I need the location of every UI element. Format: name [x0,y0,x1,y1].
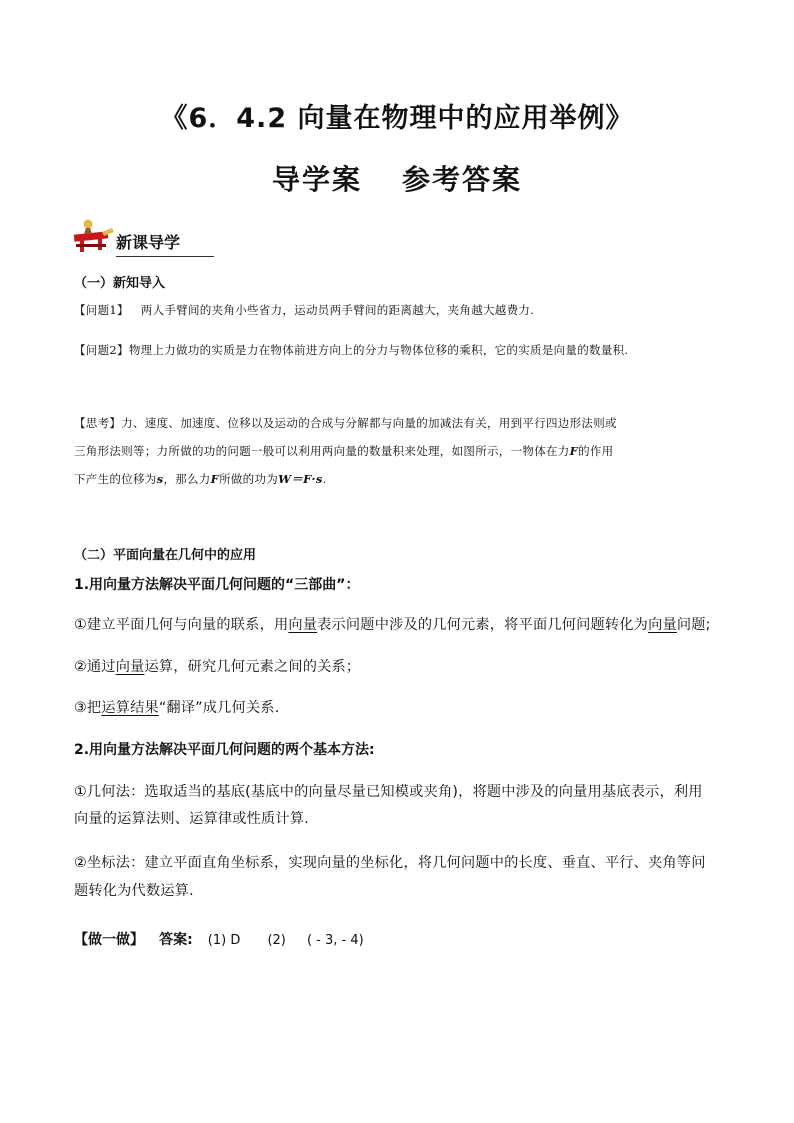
classroom-logo-icon [72,216,120,254]
item2-title: 2.用向量方法解决平面几何问题的两个基本方法: [74,742,375,758]
step1 [74,614,711,634]
displacement-symbol: s [156,472,164,486]
page-title: 《6．4.2 向量在物理中的应用举例》 [160,103,634,134]
part1-heading: （一）新知导入 [74,276,166,291]
step2-text-b: 运算，研究几何元素之间的关系； [144,659,361,675]
step2-underline: 向量 [115,659,145,675]
think-end: . [322,472,327,486]
step3-underline: 运算结果 [101,700,159,716]
step1-text-c: 问题; [676,617,711,633]
page-subtitle [0,158,794,198]
think-text-3a: 下产生的位移为 [74,472,157,486]
section-title: 新课导学 [116,230,214,257]
subtitle-guide: 导学案 [271,163,362,196]
question2-text: 物理上力做功的实质是力在物体前进方向上的分力与物体位移的乘积，它的实质是向量的数量积. [128,343,629,357]
think-line-3 [74,471,327,487]
section-header [72,216,272,254]
method1-line-1: ①几何法：选取适当的基底(基底中的向量尽量已知模或夹角)，将题中涉及的向量用基底表示，利用 [74,784,703,800]
method2-line-2: 题转化为代数运算. [74,883,194,899]
think-text-3b: ，那么力 [163,472,211,486]
question1 [74,302,534,318]
answer-2-value: ( - 3, - 4) [306,933,364,948]
step3-text-b: “翻译”成几何关系. [158,700,280,716]
method2-line-1: ②坐标法：建立平面直角坐标系，实现向量的坐标化，将几何问题中的长度、垂直、平行、夹角等问 [74,855,706,871]
think-text-3c: 所做的功为 [219,472,279,486]
step1-text-a: ①建立平面几何与向量的联系，用 [74,617,289,633]
practice-answers [74,929,364,949]
think-text-2a: 三角形法则等；力所做的功的问题一般可以利用两向量的数量积来处理，如图所示，一物体在力 [74,444,570,458]
step1-underline-2: 向量 [648,617,677,633]
think-line-2 [74,443,613,459]
question1-text: 两人手臂间的夹角小些省力，运动员两手臂间的距离越大，夹角越大越费力. [140,303,535,317]
force-symbol-2: F [210,472,220,486]
question2 [74,342,628,358]
part2-heading: （二）平面向量在几何中的应用 [74,548,257,563]
item1-title: 1.用向量方法解决平面几何问题的“三部曲”： [74,577,360,593]
step2 [74,656,360,676]
step1-underline-1: 向量 [288,617,318,633]
question1-label: 【问题1】 [74,303,129,317]
answer-1: (1) D [207,933,241,948]
subtitle-answers: 参考答案 [402,163,523,196]
answer-label: 答案: [159,932,193,948]
think-text-1: 力、速度、加速度、位移以及运动的合成与分解都与向量的加减法有关，用到平行四边形法则或 [121,416,617,430]
question2-label: 【问题2】 [74,343,129,357]
force-symbol: F [569,444,579,458]
work-formula: W＝F·s [278,472,323,486]
step2-text-a: ②通过 [74,659,116,675]
think-label: 【思考】 [74,416,122,430]
think-text-2b: 的作用 [578,444,614,458]
step3 [74,697,279,717]
answer-2-label: (2) [267,933,286,948]
step3-text-a: ③把 [74,700,102,716]
think-line-1 [74,415,617,431]
step1-text-b: 表示问题中涉及的几何元素，将平面几何问题转化为 [317,617,649,633]
method1-line-2: 向量的运算法则、运算律或性质计算. [74,811,309,827]
practice-label: 【做一做】 [74,932,144,948]
